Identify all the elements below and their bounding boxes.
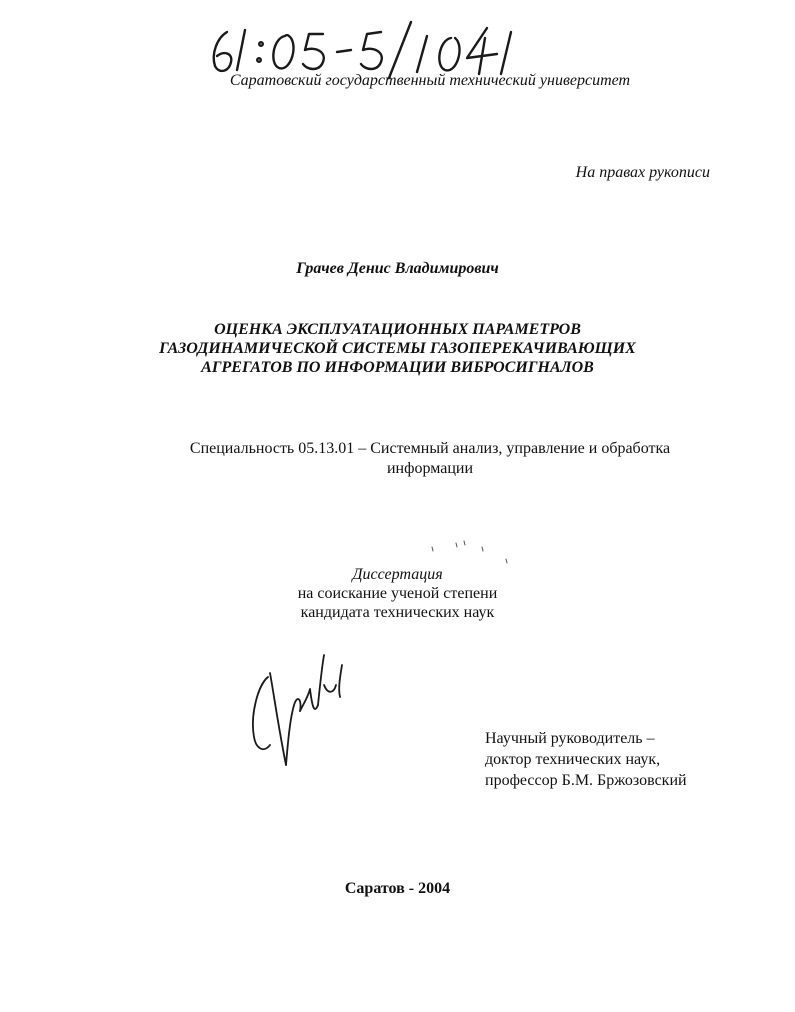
degree-line-1: на соискание ученой степени [297,585,498,602]
supervisor-info [485,728,687,791]
university-name: Саратовский государственный технический университет [229,72,631,89]
degree-line-2: кандидата технических наук [300,604,495,621]
dissertation-label: Диссертация [352,566,443,583]
title-line-1: ОЦЕНКА ЭКСПЛУАТАЦИОННЫХ ПАРАМЕТРОВ [214,321,581,338]
handwritten-signature-icon [240,645,360,775]
title-line-2: ГАЗОДИНАМИЧЕСКОЙ СИСТЕМЫ ГАЗОПЕРЕКАЧИВАЮЩИХ [159,340,636,357]
dissertation-info [0,565,795,622]
author-name: Грачев Денис Владимирович [296,260,499,277]
supervisor-line-2: доктор технических наук, [485,751,661,768]
supervisor-line-3: профессор Б.М. Бржозовский [485,772,687,789]
specialty-line-1: Специальность 05.13.01 – Системный анализ, управление и обработка [189,440,671,457]
city-year: Саратов - 2004 [344,880,451,897]
title-line-3: АГРЕГАТОВ ПО ИНФОРМАЦИИ ВИБРОСИГНАЛОВ [201,359,594,376]
archive-number-handwritten [205,14,525,80]
specialty [160,439,700,479]
supervisor-line-1: Научный руководитель – [485,730,655,747]
rights-note: На правах рукописи [575,164,710,181]
dissertation-title [0,320,795,377]
specialty-line-2: информации [386,460,474,477]
